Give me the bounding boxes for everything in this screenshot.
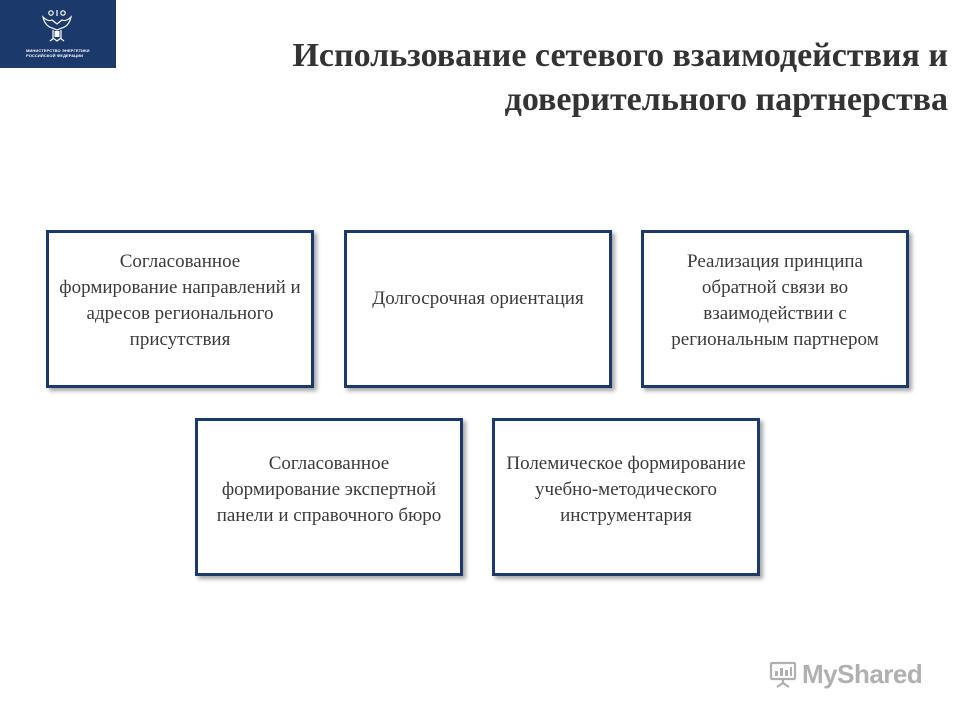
diagram-box-4-text: Согласованное формирование экспертной панели и справочного бюро (216, 453, 442, 526)
presentation-board-icon (768, 659, 798, 689)
diagram-box-5 (492, 418, 760, 576)
diagram-box-4 (195, 418, 463, 576)
diagram-box-5-text: Полемическое формирование учебно-методического инструментария (506, 453, 746, 526)
page-title: Использование сетевого взаимодействия и доверительного партнерства (292, 37, 948, 118)
diagram-box-1-text: Согласованное формирование направлений и адресов регионального присутствия (59, 251, 301, 350)
ministry-logo (0, 0, 116, 68)
ministry-logo-text: МИНИСТЕРСТВО ЭНЕРГЕТИКИ РОССИЙСКОЙ ФЕДЕРАЦИИ (26, 48, 90, 58)
double-headed-eagle-icon (40, 8, 74, 44)
diagram-box-1 (46, 230, 314, 388)
diagram-box-3-text: Реализация принципа обратной связи во взаимодействии с региональным партнером (671, 251, 879, 350)
diagram-box-3 (641, 230, 909, 388)
diagram-box-2-text: Долгосрочная ориентация (372, 288, 584, 309)
diagram-box-2 (344, 230, 612, 388)
myshared-watermark[interactable] (768, 657, 922, 691)
watermark-text: MyShared (802, 658, 923, 689)
